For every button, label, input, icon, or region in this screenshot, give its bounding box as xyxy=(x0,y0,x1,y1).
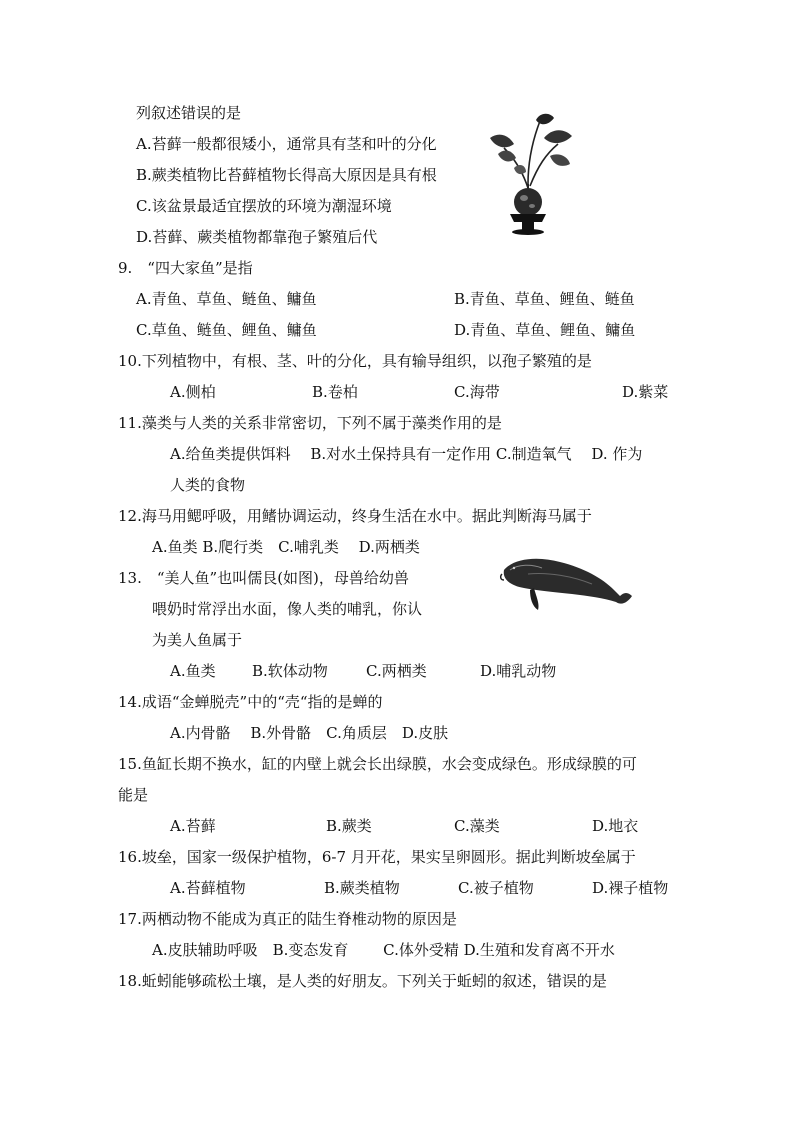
q15-stem-line1: 15.鱼缸长期不换水，缸的内壁上就会长出绿膜，水会变成绿色。形成绿膜的可 xyxy=(118,755,637,773)
q10-option-d: D.紫菜 xyxy=(622,383,669,401)
q8-option-c: C.该盆景最适宜摆放的环境为潮湿环境 xyxy=(136,197,392,215)
q13-option-a: A.鱼类 xyxy=(170,662,216,680)
q11-stem: 11.藻类与人类的关系非常密切，下列不属于藻类作用的是 xyxy=(118,414,502,432)
q10-stem: 10.下列植物中，有根、茎、叶的分化，具有输导组织，以孢子繁殖的是 xyxy=(118,352,592,370)
q15-option-c: C.藻类 xyxy=(454,817,500,835)
q11-options-line2: 人类的食物 xyxy=(170,476,246,494)
q13-option-c: C.两栖类 xyxy=(366,662,427,680)
q9-stem: 9. “四大家鱼”是指 xyxy=(118,259,253,277)
q13-option-d: D.哺乳动物 xyxy=(480,662,557,680)
q13-stem-line2: 喂奶时常浮出水面，像人类的哺乳，你认 xyxy=(152,600,423,618)
q8-option-b: B.蕨类植物比苔藓植物长得高大原因是具有根 xyxy=(136,166,437,184)
q16-option-c: C.被子植物 xyxy=(458,879,534,897)
q15-option-b: B.蕨类 xyxy=(326,817,372,835)
q13-stem-line3: 为美人鱼属于 xyxy=(152,631,243,649)
q8-option-d: D.苔藓、蕨类植物都靠孢子繁殖后代 xyxy=(136,228,378,246)
q10-option-c: C.海带 xyxy=(454,383,500,401)
q8-stem: 列叙述错误的是 xyxy=(136,104,242,122)
dugong-image xyxy=(498,552,634,614)
q10-option-a: A.侧柏 xyxy=(170,383,216,401)
q15-option-d: D.地衣 xyxy=(592,817,639,835)
q9-option-a: A.青鱼、草鱼、鲢鱼、鳙鱼 xyxy=(136,290,317,308)
q16-option-a: A.苔藓植物 xyxy=(170,879,246,897)
q12-options: A.鱼类 B.爬行类 C.哺乳类 D.两栖类 xyxy=(152,538,420,556)
q9-option-c: C.草鱼、鲢鱼、鲤鱼、鳙鱼 xyxy=(136,321,317,339)
q14-options: A.内骨骼 B.外骨骼 C.角质层 D.皮肤 xyxy=(170,724,449,742)
q17-stem: 17.两栖动物不能成为真正的陆生脊椎动物的原因是 xyxy=(118,910,457,928)
q18-stem: 18.蚯蚓能够疏松土壤，是人类的好朋友。下列关于蚯蚓的叙述，错误的是 xyxy=(118,972,607,990)
q9-option-b: B.青鱼、草鱼、鲤鱼、鲢鱼 xyxy=(454,290,635,308)
q15-option-a: A.苔藓 xyxy=(170,817,216,835)
q16-option-d: D.裸子植物 xyxy=(592,879,669,897)
q13-option-b: B.软体动物 xyxy=(252,662,328,680)
q15-stem-line2: 能是 xyxy=(118,786,149,804)
q16-stem: 16.坡垒，国家一级保护植物，6-7 月开花，果实呈卵圆形。据此判断坡垒属于 xyxy=(118,848,636,866)
q11-options-line1: A.给鱼类提供饵料 B.对水土保持具有一定作用 C.制造氧气 D. 作为 xyxy=(170,445,643,463)
q17-options: A.皮肤辅助呼吸 B.变态发育 C.体外受精 D.生殖和发育离不开水 xyxy=(152,941,615,959)
q14-stem: 14.成语“金蝉脱壳”中的“壳“指的是蝉的 xyxy=(118,693,383,711)
q12-stem: 12.海马用鳃呼吸，用鳍协调运动，终身生活在水中。据此判断海马属于 xyxy=(118,507,592,525)
q10-option-b: B.卷柏 xyxy=(312,383,358,401)
q16-option-b: B.蕨类植物 xyxy=(324,879,400,897)
q13-stem-line1: 13. “美人鱼”也叫儒艮(如图)，母兽给幼兽 xyxy=(118,569,409,587)
fern-bonsai-image xyxy=(484,110,580,236)
q8-option-a: A.苔藓一般都很矮小，通常具有茎和叶的分化 xyxy=(136,135,437,153)
q9-option-d: D.青鱼、草鱼、鲤鱼、鳙鱼 xyxy=(454,321,636,339)
